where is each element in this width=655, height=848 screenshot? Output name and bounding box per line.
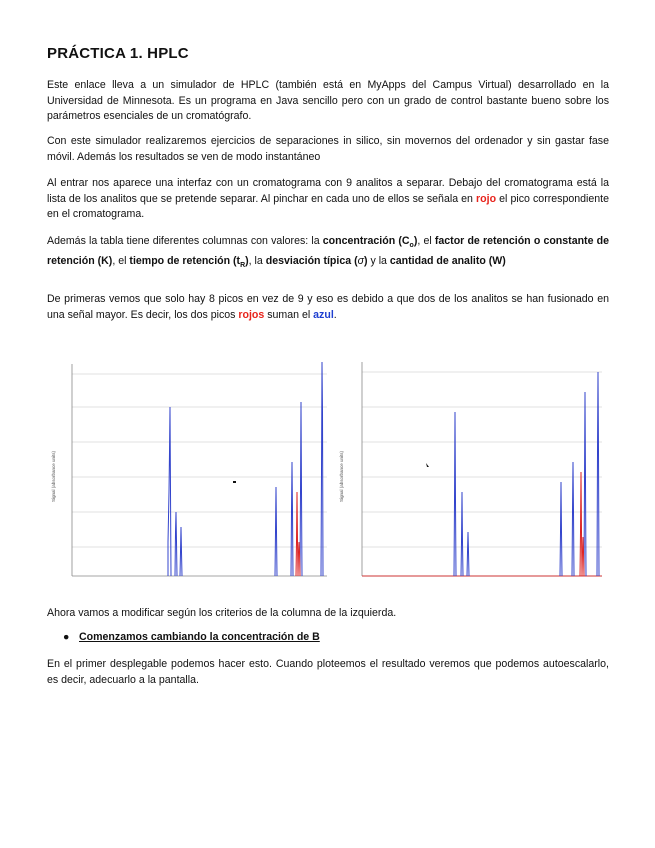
term-text: ) xyxy=(363,254,368,267)
bold-term-tiempo xyxy=(129,255,248,267)
text-span: Además la tabla tiene diferentes columnas con valores: la xyxy=(47,235,323,247)
y-axis-label: Signal (absorbance units) xyxy=(339,450,344,502)
peaks-paragraph xyxy=(47,292,609,323)
term-text: desviación típica ( xyxy=(265,254,358,267)
bullet-text: Comenzamos cambiando la concentración de B xyxy=(79,631,320,643)
term-text: ) xyxy=(413,235,418,247)
cursor-mark xyxy=(233,481,236,483)
plot-background xyxy=(47,352,332,592)
plot-background xyxy=(336,352,606,592)
y-axis-label: Signal (absorbance units) xyxy=(51,450,56,502)
chromatogram-left xyxy=(47,352,332,592)
bullet-item xyxy=(63,631,320,643)
red-word: rojo xyxy=(476,192,497,205)
text-span: , la xyxy=(248,254,266,267)
columns-paragraph xyxy=(47,234,609,273)
term-text: ) xyxy=(245,254,249,267)
bullet-marker: ● xyxy=(63,631,70,643)
text-span: De primeras vemos que solo hay 8 picos en vez de 9 y eso es debido a que dos de los analitos se han fusionado en una señal mayor. Es decir, los dos picos xyxy=(47,293,609,321)
intro-paragraph: Este enlace lleva a un simulador de HPLC (también está en MyApps del Campus Virtual) desarrollado en la Universidad de Minnesota. Es un programa en Java sencillo pero con un grado de control bastante bueno sobre los parámetros esenciales de un cromatógrafo. xyxy=(47,79,609,122)
text-span: Al entrar nos aparece una interfaz con un cromatograma con 9 analitos a separar. Debajo del cromatograma está la lista de los analitos que se pretende separar. Al pinchar en cada uno de ellos se señala en xyxy=(47,177,609,205)
bold-term-concentration xyxy=(322,235,418,250)
blue-word: azul xyxy=(313,308,334,321)
bold-term-desviacion xyxy=(266,255,368,267)
term-subscript: R xyxy=(240,261,246,269)
dropdown-paragraph: En el primer desplegable podemos hacer esto. Cuando ploteemos el resultado veremos que podemos autoescalarlo, es decir, adecuarlo a la pantalla. xyxy=(47,658,609,686)
text-span: , el xyxy=(112,254,130,267)
interface-paragraph xyxy=(47,176,609,223)
simulator-paragraph: Con este simulador realizaremos ejercicios de separaciones in silico, sin movernos del ordenador y sin gastar fase móvil. Además los resultados se ven de modo instantáneo xyxy=(47,135,609,163)
text-span: , el xyxy=(417,235,435,247)
page-title: PRÁCTICA 1. HPLC xyxy=(47,45,189,62)
term-subscript: o xyxy=(409,242,414,250)
text-span: y la xyxy=(367,254,390,267)
red-word: rojos xyxy=(238,308,265,321)
text-span: suman el xyxy=(264,308,314,321)
bold-term-cantidad: cantidad de analito (W) xyxy=(389,254,506,267)
modify-paragraph: Ahora vamos a modificar según los criterios de la columna de la izquierda. xyxy=(47,607,397,619)
sigma-symbol: σ xyxy=(357,254,364,267)
text-span: . xyxy=(333,308,337,321)
bold-term-factor: factor de retención o constante de retención (K) xyxy=(47,235,610,267)
chromatogram-right xyxy=(336,352,606,592)
term-text: concentración (C xyxy=(322,235,410,247)
text-span: el pico correspondiente en el cromatograma. xyxy=(47,192,609,220)
term-text: tiempo de retención (t xyxy=(129,254,241,267)
